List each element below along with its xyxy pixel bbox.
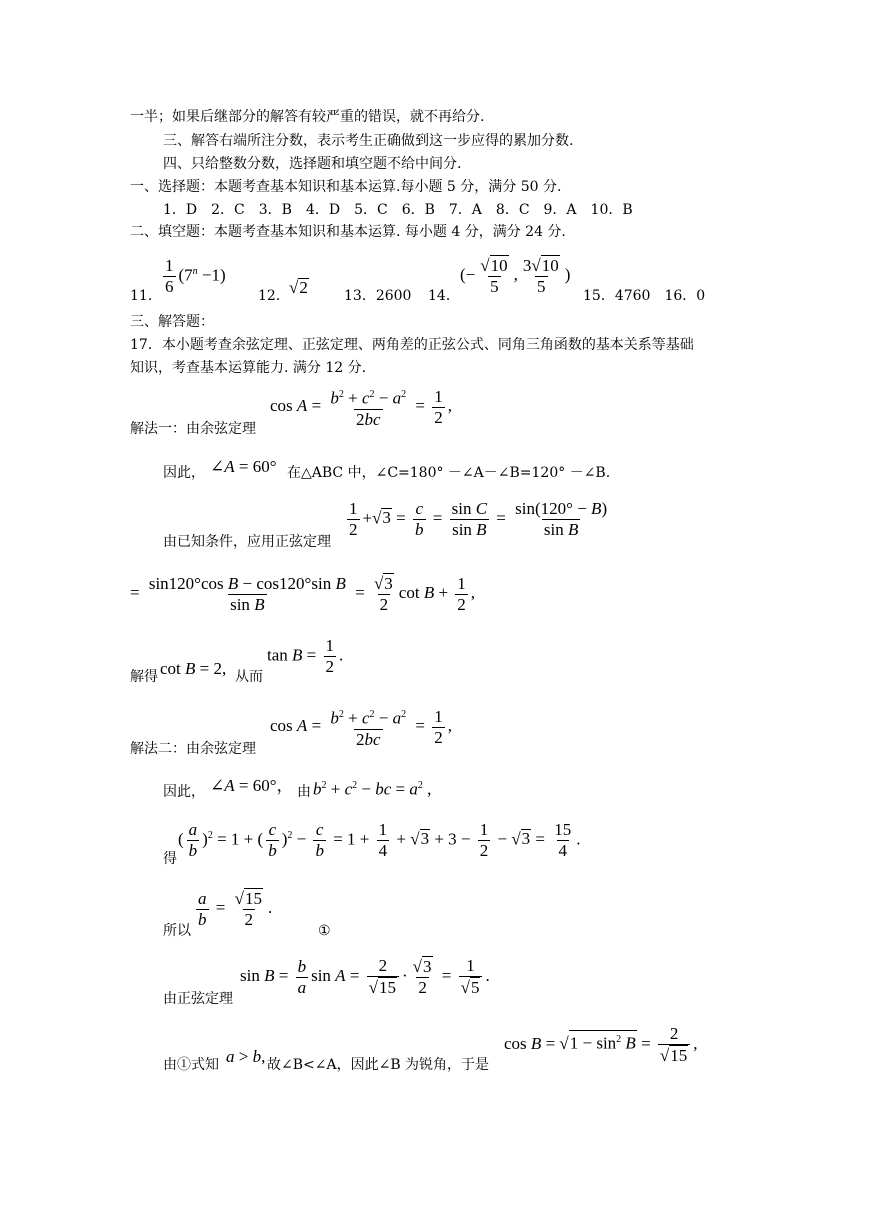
- formula-14: (− $\frac{√10}{5}$ , $\frac{3√10}{5}$ ): [460, 256, 571, 296]
- formula-a-over-b: $\frac{a}{b}$ = $\frac{√15}{2}$ .: [198, 888, 273, 929]
- method-1-label: 解法一：由余弦定理: [130, 421, 256, 437]
- formula-bc: $b^2 + c^2$ − bc = $a^2$ ,: [313, 779, 432, 799]
- formula-angleA: ∠A = 60°: [210, 457, 277, 476]
- fill-label-14: 14．: [428, 288, 460, 304]
- answer-list: 1．D 2．C 3．B 4．D 5．C 6．B 7．A 8．C 9．A 10．B: [163, 202, 633, 218]
- text-line: 解得: [130, 669, 158, 685]
- text-line: 17．本小题考查余弦定理、正弦定理、两角差的正弦公式、同角三角函数的基本关系等基础: [130, 337, 694, 353]
- formula-11: $\frac{1}{6}$ $(7^n -1)$: [165, 256, 226, 296]
- text-line: 由正弦定理: [163, 991, 233, 1007]
- text-line: 故∠B<∠A，因此∠B 为锐角，于是: [267, 1057, 490, 1073]
- text-line: 由已知条件，应用正弦定理: [163, 534, 331, 550]
- text-line: 在△ABC 中，∠C=180° －∠A－∠B=120° －∠B.: [287, 465, 611, 481]
- formula-a-gt-b: a > b,: [226, 1047, 266, 1066]
- formula-angleA-2: ∠A = 60°，: [210, 776, 294, 795]
- formula-cotB: cot B = 2,: [160, 659, 227, 678]
- method-2-label: 解法二：由余弦定理: [130, 741, 256, 757]
- text-line: 知识，考查基本运算能力. 满分 12 分.: [130, 360, 367, 376]
- text-line: 四、只给整数分数，选择题和填空题不给中间分.: [163, 156, 462, 172]
- formula-sinB: sin B = $\frac{b}{a}$ sin A = $\frac{2}{√15}$ · $\frac{√3}{2}$ = $\frac{1}{√5}$ .: [240, 956, 490, 997]
- text-line: 三、解答右端所注分数，表示考生正确做到这一步应得的累加分数.: [163, 133, 574, 149]
- section-heading: 三、解答题：: [130, 314, 214, 330]
- formula-sine-ratio: $\frac{1}{2}$ +√3 = $\frac{c}{b}$ = $\frac{\text{sin C}}{\text{sin B}}$ = $\frac{\sin(120^\circ - B)}{\text{sin B}}$: [349, 499, 608, 539]
- formula-tanB: tan B = $\frac{1}{2}$ .: [267, 636, 344, 676]
- fill-label-11: 11．: [130, 288, 162, 304]
- text-line: 得: [163, 851, 177, 867]
- text-line: 一半；如果后继部分的解答有较严重的错误，就不再给分.: [130, 109, 485, 125]
- text-line: 所以: [163, 923, 191, 939]
- section-heading: 二、填空题：本题考查基本知识和基本运算. 每小题 4 分，满分 24 分.: [130, 224, 566, 240]
- formula-cosA: cos A = $\frac{b^2 + c^2 - a^2}{2bc}$ = $\frac{1}{2}$ ,: [270, 386, 452, 429]
- circle-marker: ①: [318, 923, 331, 939]
- text-line: 由: [297, 784, 311, 800]
- formula-expand: = $\frac{\text{sin120°cos B − cos120°sin B}}{\text{sin B}}$ = $\frac{√3}{2}$ cot B + $\frac{1}{2}$ ,: [130, 573, 476, 614]
- section-heading: 一、选择题：本题考查基本知识和基本运算.每小题 5 分，满分 50 分.: [130, 179, 562, 195]
- text-line: 因此，: [163, 465, 205, 481]
- formula-cosB: $\cos B = √1 - \sin^2 B$ = $\frac{2}{√15}$ ,: [504, 1024, 698, 1065]
- text-line: 由①式知: [163, 1057, 219, 1073]
- formula-cosA-2: cos A = $\frac{b^2 + c^2 - a^2}{2bc}$ = $\frac{1}{2}$ ,: [270, 706, 452, 749]
- text-line: 因此，: [163, 784, 205, 800]
- text-line: 从而: [235, 669, 263, 685]
- formula-12: √2: [289, 278, 308, 297]
- fill-label-15-16: 15．4760 16．0: [583, 288, 706, 304]
- fill-label-12: 12．: [258, 288, 290, 304]
- formula-ratio-sq: ( $\frac{a}{b}$ )$^2$ = 1 + ( $\frac{c}{b}$ )$^2$ − $\frac{c}{b}$ = 1 + $\frac{1}{4}$ + √3 + 3 − $\frac{1}{2}$ − √3 = $\frac{15}{4}$ .: [178, 820, 581, 860]
- fill-label-13: 13．2600: [344, 288, 412, 304]
